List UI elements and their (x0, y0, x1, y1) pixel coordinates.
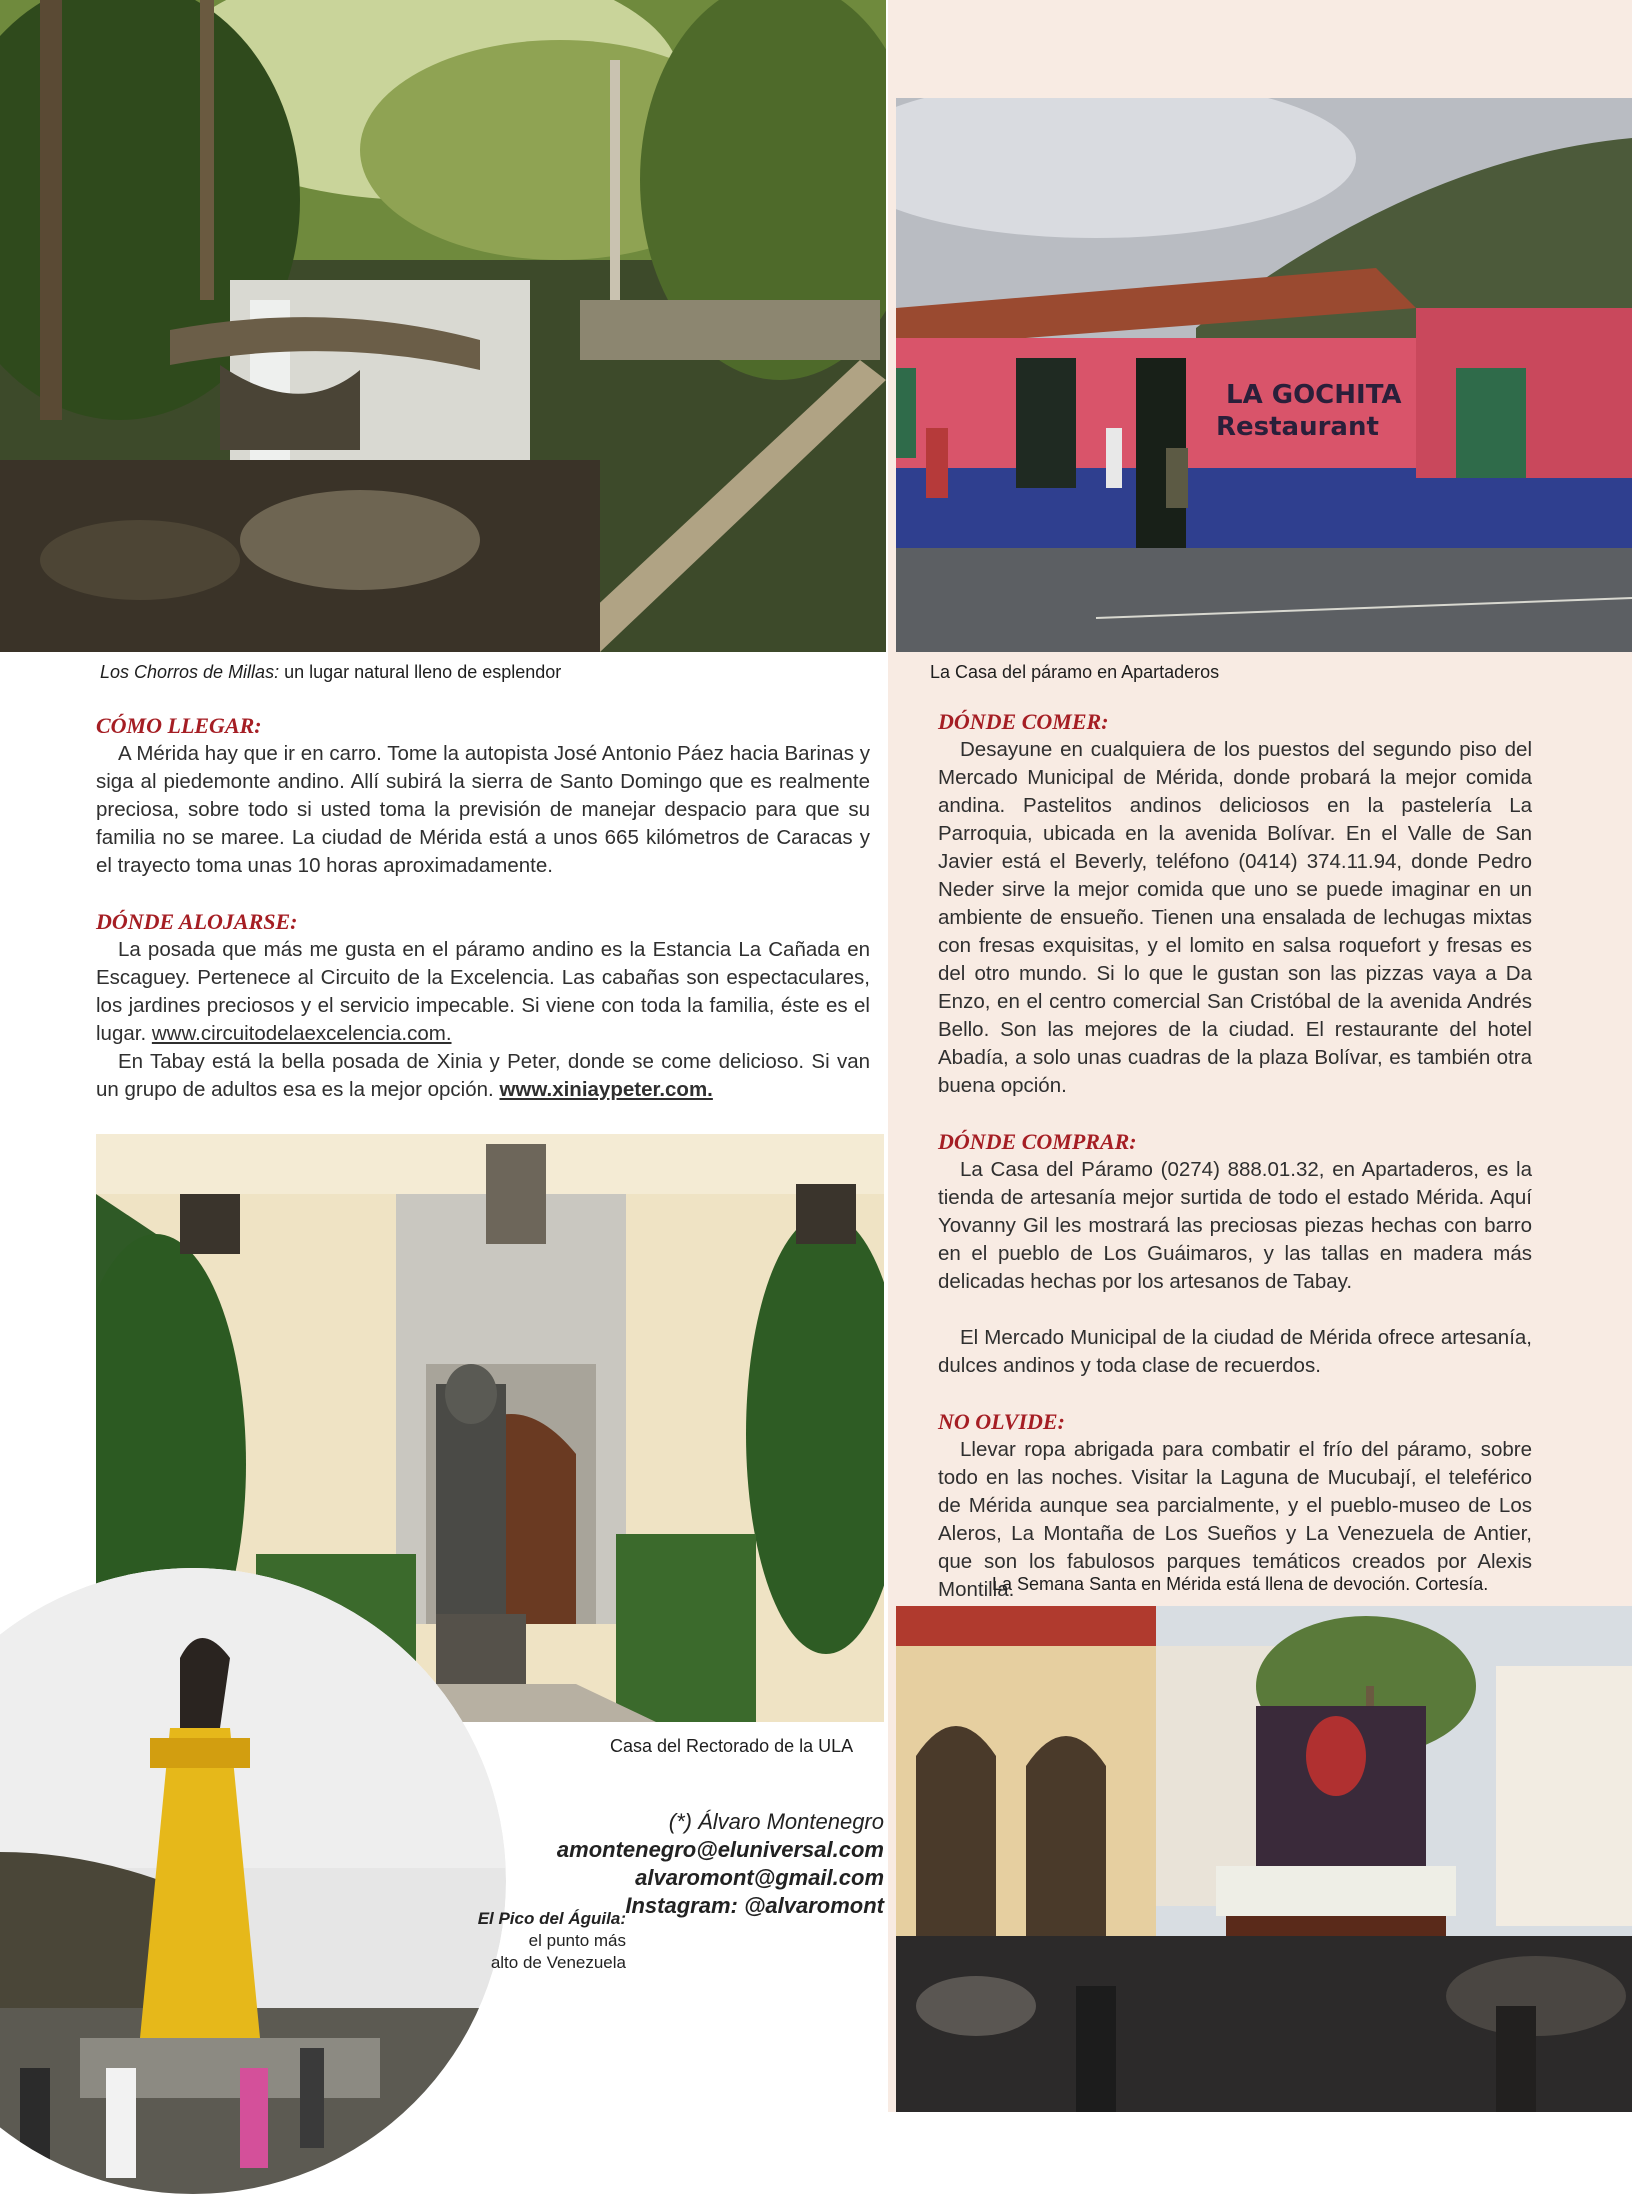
text-donde-comprar-2: El Mercado Municipal de la ciudad de Mérida ofrece artesanía, dulces andinos y toda clase de recuerdos. (938, 1326, 1532, 1377)
caption-pico (440, 1908, 626, 1974)
heading-donde-alojarse: DÓNDE ALOJARSE: (96, 909, 298, 934)
photo-semana-santa (896, 1606, 1632, 2112)
link-circuito-excelencia[interactable]: www.circuitodelaexcelencia.com. (151, 1022, 452, 1045)
author-instagram[interactable]: Instagram: @alvaromont (625, 1893, 884, 1918)
caption-casa-paramo: La Casa del páramo en Apartaderos (930, 662, 1220, 682)
caption-chorros-rest: un lugar natural lleno de esplendor (279, 662, 562, 682)
text-donde-alojarse-1 (96, 936, 870, 1048)
caption-semana-santa: La Semana Santa en Mérida está llena de devoción. Cortesía. (992, 1574, 1489, 1594)
text-como-llegar: A Mérida hay que ir en carro. Tome la autopista José Antonio Páez hacia Barinas y siga al piedemonte andino. Allí subirá la sierra de Santo Domingo que es realmente preciosa, sobre todo si usted toma la previsión de manejar despacio para que su familia no se maree. La ciudad de Mérida está a unos 665 kilómetros de Caracas y el trayecto toma unas 10 horas aproximadamente. (96, 742, 870, 877)
caption-pico-line2: el punto más (528, 1931, 626, 1950)
caption-pico-italic: El Pico del Águila: (477, 1909, 626, 1928)
heading-como-llegar: CÓMO LLEGAR: (96, 713, 262, 738)
author-email-1[interactable]: amontenegro@eluniversal.com (556, 1837, 884, 1862)
link-xinia-peter[interactable]: www.xiniaypeter.com. (499, 1078, 713, 1101)
left-text-column (96, 712, 870, 1104)
right-text-column (938, 708, 1532, 1604)
restaurant-sign-1: LA GOCHITA (1226, 380, 1402, 410)
author-name: (*) Álvaro Montenegro (668, 1809, 884, 1834)
text-donde-alojarse-2 (96, 1048, 870, 1104)
heading-donde-comer: DÓNDE COMER: (938, 709, 1109, 734)
heading-donde-comprar: DÓNDE COMPRAR: (938, 1129, 1137, 1154)
text-alojarse-2: En Tabay está la bella posada de Xinia y Peter, donde se come delicioso. Si van un grupo de adultos esa es la mejor opción. (96, 1050, 870, 1101)
caption-rectorado: Casa del Rectorado de la ULA (610, 1736, 854, 1756)
text-no-olvide: Llevar ropa abrigada para combatir el frío del páramo, sobre todo en las noches. Visitar la Laguna de Mucubají, el teleférico de Mérida aunque sea parcialmente, y el pueblo-museo de Los Aleros, La Montaña de Los Sueños y La Venezuela de Antier, que son los fabulosos parques temáticos creados por Alexis Montilla. (938, 1438, 1532, 1601)
restaurant-sign-2: Restaurant (1216, 412, 1379, 442)
text-donde-comprar-1: La Casa del Páramo (0274) 888.01.32, en Apartaderos, es la tienda de artesanía mejor surtida de todo el estado Mérida. Aquí Yovanny Gil les mostrará las preciosas piezas hechas con barro en el pueblo de Los Guáimaros, y las tallas en madera más delicadas hechas por los artesanos de Tabay. (938, 1158, 1532, 1293)
photo-casa-del-paramo (896, 98, 1632, 652)
text-alojarse-1: La posada que más me gusta en el páramo andino es la Estancia La Cañada en Escaguey. Pertenece al Circuito de la Excelencia. Las cabañas son espectaculares, los jardines preciosos y el servicio impecable. Si viene con toda la familia, éste es el lugar. (96, 938, 870, 1045)
caption-pico-line3: alto de Venezuela (490, 1953, 626, 1972)
caption-chorros-italic: Los Chorros de Millas: (100, 662, 280, 682)
photo-chorros-de-millas (0, 0, 886, 652)
author-email-2[interactable]: alvaromont@gmail.com (635, 1865, 884, 1890)
text-donde-comer: Desayune en cualquiera de los puestos del segundo piso del Mercado Municipal de Mérida, donde probará la mejor comida andina. Pastelitos andinos deliciosos en la pastelería La Parroquia, ubicada en la avenida Bolívar. En el Valle de San Javier está el Beverly, teléfono (0414) 374.11.94, donde Pedro Neder sirve la mejor comida que uno se puede imaginar en un ambiente de ensueño. Tienen una ensalada de lechugas mixtas con fresas exquisitas, y el lomito en salsa roquefort y fresas es del otro mundo. Si lo que le gustan son las pizzas vaya a Da Enzo, en el centro comercial San Cristóbal de la avenida Andrés Bello. Son las mejores de la ciudad. El restaurante del hotel Abadía, a solo unas cuadras de la plaza Bolívar, es también otra buena opción. (938, 738, 1532, 1097)
heading-no-olvide: NO OLVIDE: (938, 1409, 1065, 1434)
author-credit (557, 1808, 884, 1920)
caption-chorros (100, 662, 561, 683)
